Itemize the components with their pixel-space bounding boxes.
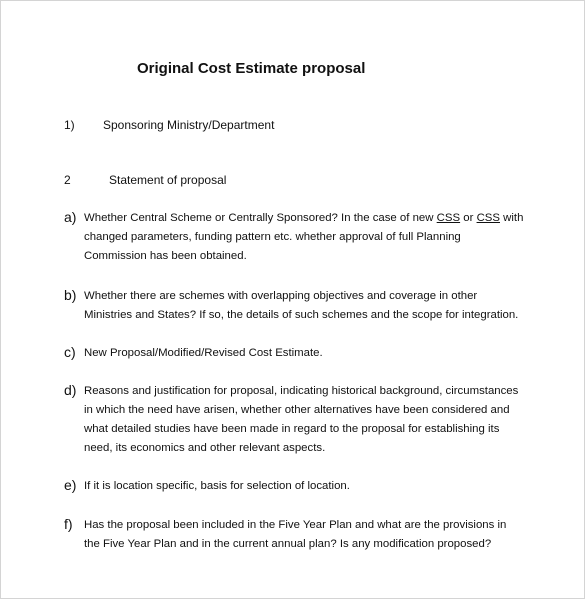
css-term: CSS — [476, 212, 500, 224]
item-e-text: If it is location specific, basis for selection of location. — [84, 480, 350, 492]
css-term: CSS — [436, 212, 461, 224]
section-2-label: Statement of proposal — [109, 173, 227, 187]
item-e-marker: e) — [64, 477, 77, 493]
item-f-marker: f) — [64, 516, 73, 532]
item-d-text: Reasons and justification for proposal, indicating historical background, circumstances in which the need have arisen, whether other alternatives have been considered and what detailed studies have been made in regard to the proposal for establishing its need, its economics and other relevant aspects. — [84, 385, 519, 454]
item-c-text: New Proposal/Modified/Revised Cost Estimate. — [84, 347, 323, 359]
item-d-marker: d) — [64, 382, 77, 398]
section-1-number: 1) — [64, 118, 75, 132]
section-2-number: 2 — [64, 173, 71, 187]
item-c-marker: c) — [64, 344, 76, 360]
item-f-text: Has the proposal been included in the Five Year Plan and what are the provisions in the Five Year Plan and in the current annual plan? Is any modification proposed? — [84, 519, 507, 550]
item-b-marker: b) — [64, 287, 77, 303]
item-b-text: Whether there are schemes with overlapping objectives and coverage in other Ministries and States? If so, the details of such schemes and the scope for integration. — [84, 290, 519, 321]
item-a-marker: a) — [64, 209, 77, 225]
document-title: Original Cost Estimate proposal — [137, 60, 366, 77]
section-1-label: Sponsoring Ministry/Department — [103, 118, 275, 132]
item-a-text: Whether Central Scheme or Centrally Sponsored? In the case of new CSS or CSS with changed parameters, funding pattern etc. whether approval of full Planning Commission has been obtained. — [84, 212, 524, 262]
